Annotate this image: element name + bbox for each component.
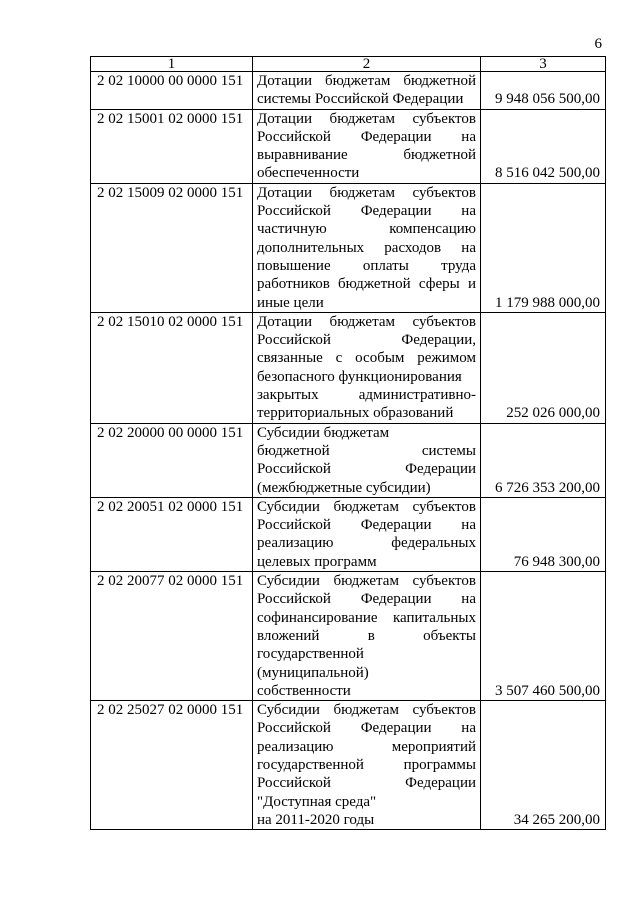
budget-amount: 8 516 042 500,00 — [481, 109, 606, 183]
description-line: целевых программ — [257, 553, 377, 570]
description-line: Дотации бюджетам субъектов — [257, 184, 476, 201]
description-line: собственности — [257, 682, 351, 699]
budget-amount: 1 179 988 000,00 — [481, 183, 606, 312]
budget-code: 2 02 15001 02 0000 151 — [91, 109, 253, 183]
description-line: Российской Федерации на — [257, 517, 476, 534]
description-line: дополнительных расходов на — [257, 239, 476, 256]
budget-amount: 252 026 000,00 — [481, 312, 606, 423]
table-row — [91, 572, 606, 701]
description-line: реализацию федеральных — [257, 535, 476, 552]
budget-amount: 76 948 300,00 — [481, 497, 606, 571]
description-line: (муниципальной) — [257, 664, 369, 681]
description-line: Российской Федерации на — [257, 128, 476, 145]
description-line: работников бюджетной сферы и — [257, 276, 476, 293]
description-line: Субсидии бюджетам субъектов — [257, 702, 476, 719]
budget-description — [253, 183, 481, 312]
description-line: территориальных образований — [257, 405, 454, 422]
description-line: на 2011-2020 годы — [257, 811, 375, 828]
budget-description — [253, 312, 481, 423]
description-line: реализацию мероприятий — [257, 738, 476, 755]
budget-code: 2 02 25027 02 0000 151 — [91, 701, 253, 830]
description-line: бюджетной системы — [257, 442, 476, 459]
budget-code: 2 02 10000 00 0000 151 — [91, 72, 253, 110]
budget-description — [253, 109, 481, 183]
budget-amount: 34 265 200,00 — [481, 701, 606, 830]
description-line: Российской Федерации — [257, 775, 476, 792]
description-line: Российской Федерации на — [257, 720, 476, 737]
description-line: Субсидии бюджетам субъектов — [257, 573, 476, 590]
description-line: Российской Федерации — [257, 461, 476, 478]
table-row — [91, 312, 606, 423]
page-number: 6 — [594, 36, 602, 52]
budget-amount: 3 507 460 500,00 — [481, 572, 606, 701]
description-line: частичную компенсацию — [257, 221, 476, 238]
description-line: (межбюджетные субсидии) — [257, 479, 431, 496]
description-line: повышение оплаты труда — [257, 257, 476, 274]
description-line: Российской Федерации на — [257, 203, 476, 220]
description-line: Дотации бюджетам бюджетной — [257, 73, 476, 89]
table-row — [91, 497, 606, 571]
budget-amount: 6 726 353 200,00 — [481, 423, 606, 497]
budget-description — [253, 497, 481, 571]
description-line: выравнивание бюджетной — [257, 147, 476, 164]
description-line: софинансирование капитальных — [257, 609, 476, 626]
table-row — [91, 72, 606, 110]
description-line: безопасного функционирования — [257, 368, 462, 385]
budget-code: 2 02 15010 02 0000 151 — [91, 312, 253, 423]
column-header-amount: 3 — [481, 57, 606, 72]
budget-description — [253, 572, 481, 701]
budget-description — [253, 701, 481, 830]
budget-amount: 9 948 056 500,00 — [481, 72, 606, 110]
description-line: Дотации бюджетам субъектов — [257, 110, 476, 127]
description-line: "Доступная среда" — [257, 793, 377, 810]
description-line: вложений в объекты — [257, 627, 476, 644]
table-row — [91, 183, 606, 312]
description-line: связанные с особым режимом — [257, 350, 476, 367]
budget-code: 2 02 20051 02 0000 151 — [91, 497, 253, 571]
table-header-row — [91, 57, 606, 72]
description-line: Российской Федерации, — [257, 332, 476, 349]
description-line: иные цели — [257, 294, 324, 311]
description-line: системы Российской Федерации — [257, 91, 464, 108]
column-header-description: 2 — [253, 57, 481, 72]
budget-code: 2 02 15009 02 0000 151 — [91, 183, 253, 312]
budget-description — [253, 72, 481, 110]
description-line: государственной — [257, 646, 364, 663]
description-line: Российской Федерации на — [257, 591, 476, 608]
budget-code: 2 02 20077 02 0000 151 — [91, 572, 253, 701]
budget-table — [90, 56, 606, 830]
table-row — [91, 701, 606, 830]
description-line: Дотации бюджетам субъектов — [257, 313, 476, 330]
budget-code: 2 02 20000 00 0000 151 — [91, 423, 253, 497]
description-line: закрытых административно- — [257, 387, 476, 404]
description-line: Субсидии бюджетам — [257, 424, 390, 441]
table-row — [91, 109, 606, 183]
column-header-code: 1 — [91, 57, 253, 72]
budget-description — [253, 423, 481, 497]
description-line: государственной программы — [257, 756, 476, 773]
table-row — [91, 423, 606, 497]
description-line: обеспеченности — [257, 165, 360, 182]
description-line: Субсидии бюджетам субъектов — [257, 498, 476, 515]
